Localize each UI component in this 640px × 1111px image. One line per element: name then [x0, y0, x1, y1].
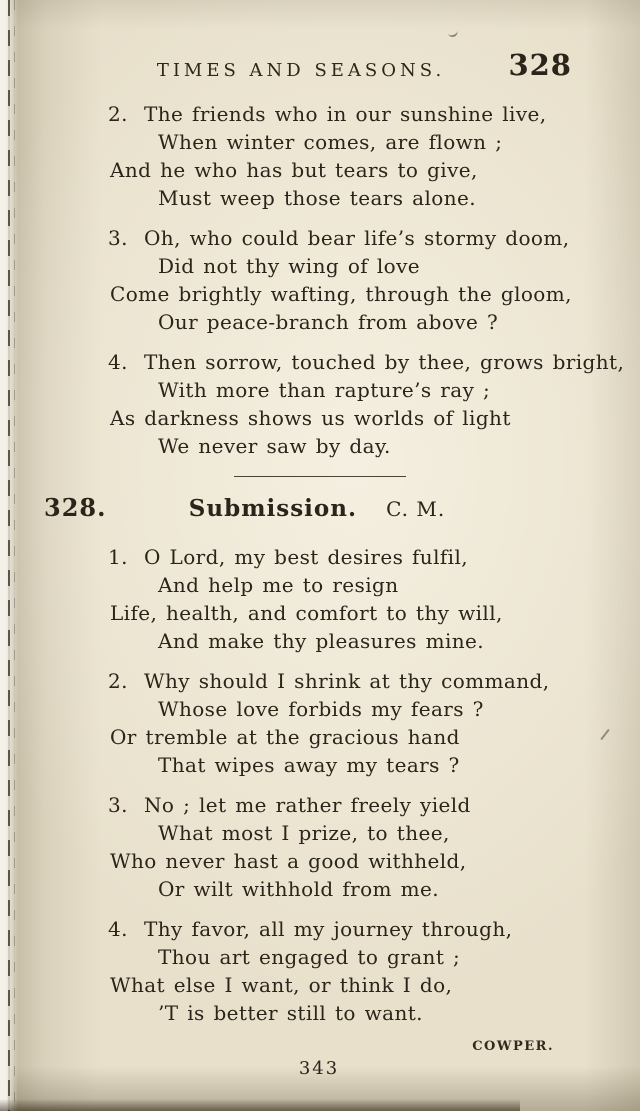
verse-line: And make thy pleasures mine. [158, 629, 485, 653]
verse-line: Our peace-branch from above ? [158, 310, 499, 334]
verse-line: That wipes away my tears ? [158, 753, 460, 777]
page-bottom-edge [0, 1099, 520, 1111]
verse-line: With more than rapture’s ray ; [158, 378, 491, 402]
verse-line-text: Thy favor, all my journey through, [144, 917, 513, 941]
verse [108, 224, 594, 336]
section-divider [234, 476, 406, 477]
verse-line [108, 791, 594, 819]
verse [108, 791, 594, 903]
verse-line-text: The friends who in our sunshine live, [144, 102, 547, 126]
verse-line: What else I want, or think I do, [110, 973, 453, 997]
running-header [108, 48, 594, 88]
verse-line: Did not thy wing of love [158, 254, 421, 278]
verse-line [108, 348, 625, 376]
verse-line: ’T is better still to want. [158, 1001, 423, 1025]
verse-line [108, 915, 594, 943]
verse [108, 100, 594, 212]
verse-number: 3. [108, 226, 128, 250]
verse-line-text: O Lord, my best desires fulfil, [144, 545, 469, 569]
verse-line: Life, health, and comfort to thy will, [110, 601, 503, 625]
verse-line: Thou art engaged to grant ; [158, 945, 461, 969]
verse-line: As darkness shows us worlds of light [110, 406, 511, 430]
verse-line: Who never hast a good withheld, [110, 849, 467, 873]
hymn-title: Submission. [188, 495, 357, 522]
page-content [0, 48, 640, 1079]
hymn-heading [44, 491, 594, 525]
verse-number: 2. [108, 102, 128, 126]
verse-number: 1. [108, 545, 128, 569]
verse-line: What most I prize, to thee, [158, 821, 450, 845]
hymn-number: 328. [44, 493, 107, 522]
verse [108, 667, 594, 779]
verse-line: Or tremble at the gracious hand [110, 725, 460, 749]
verse-line-text: No ; let me rather freely yield [144, 793, 471, 817]
verse-line [108, 224, 594, 252]
verse-line [108, 543, 594, 571]
verse-number: 3. [108, 793, 128, 817]
verse-line: Must weep those tears alone. [158, 186, 476, 210]
verse-line-text: Why should I shrink at thy command, [144, 669, 550, 693]
stray-mark [447, 29, 459, 39]
verse-line [108, 667, 594, 695]
verse-line: Come brightly wafting, through the gloom, [110, 282, 572, 306]
verse-number: 2. [108, 669, 128, 693]
verse [108, 543, 594, 655]
verse-number: 4. [108, 350, 128, 374]
running-title: TIMES AND SEASONS. [156, 60, 446, 81]
author-attribution: COWPER. [472, 1039, 554, 1054]
verse [108, 348, 625, 460]
verse-line: Or wilt withhold from me. [158, 877, 440, 901]
hymn-meter: C. M. [386, 497, 446, 521]
verse-number: 4. [108, 917, 128, 941]
verse [108, 915, 594, 1027]
verse-line: Whose love forbids my fears ? [158, 697, 484, 721]
verse-line: When winter comes, are flown ; [158, 130, 503, 154]
verse-line-text: Oh, who could bear life’s stormy doom, [144, 226, 570, 250]
page-number-bottom: 343 [298, 1058, 340, 1079]
verse-line: And he who has but tears to give, [110, 158, 478, 182]
verse-line-text: Then sorrow, touched by thee, grows bright, [144, 350, 625, 374]
hymn-title-group [189, 491, 445, 522]
verse-line: We never saw by day. [158, 434, 391, 458]
page-number-top: 328 [508, 48, 572, 82]
verse-line: And help me to resign [158, 573, 399, 597]
verse-line [108, 100, 594, 128]
